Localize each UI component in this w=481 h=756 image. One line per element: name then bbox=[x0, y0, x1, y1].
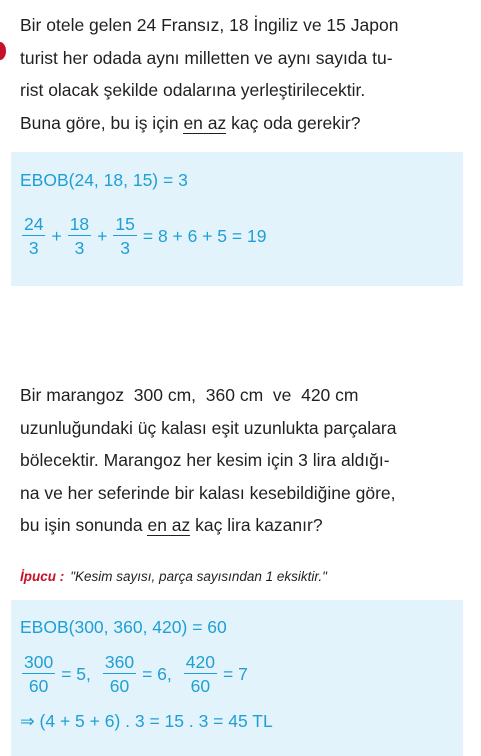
question-text: bu işin sonunda bbox=[20, 515, 148, 535]
hint-text: "Kesim sayısı, parça sayısından 1 eksiktir." bbox=[70, 569, 327, 584]
solution-1-result: = 8 + 6 + 5 = 19 bbox=[142, 225, 267, 246]
problem-1-line: turist her odada aynı milletten ve aynı sayıda tu- bbox=[20, 47, 393, 68]
fraction-denominator: 3 bbox=[28, 238, 39, 258]
fraction bbox=[184, 652, 217, 696]
fraction bbox=[68, 214, 91, 258]
fraction bbox=[22, 652, 55, 696]
fraction-numerator: 360 bbox=[104, 652, 135, 672]
fraction-numerator: 420 bbox=[185, 652, 215, 672]
underlined-en-az: en az bbox=[147, 515, 191, 535]
hint bbox=[20, 569, 327, 584]
fraction-numerator: 24 bbox=[24, 214, 44, 234]
underlined-en-az: en az bbox=[183, 112, 227, 133]
problem-2-line: na ve her seferinde bir kalası kesebildiğine göre, bbox=[20, 482, 396, 503]
division-result: = 6, bbox=[142, 663, 172, 684]
fraction-denominator: 60 bbox=[109, 676, 130, 696]
problem-2-line: bölecektir. Marangoz her kesim için 3 lira aldığı- bbox=[20, 450, 390, 470]
solution-1-fraction-sum bbox=[20, 214, 266, 258]
solution-2-final: ⇒ (4 + 5 + 6) . 3 = 15 . 3 = 45 TL bbox=[20, 711, 273, 731]
division-result: = 5, bbox=[61, 663, 91, 684]
plus-sign: + bbox=[51, 225, 62, 246]
problem-1-text bbox=[20, 9, 475, 139]
question-text: kaç lira kazanır? bbox=[190, 515, 323, 535]
division-result: = 7 bbox=[222, 663, 248, 684]
plus-sign: + bbox=[97, 225, 108, 246]
problem-1-line: Bir otele gelen 24 Fransız, 18 İngiliz ve 15 Japon bbox=[20, 15, 399, 35]
fraction-numerator: 18 bbox=[69, 214, 90, 234]
fraction-numerator: 15 bbox=[115, 214, 135, 234]
fraction bbox=[113, 214, 136, 258]
fraction-numerator: 300 bbox=[24, 652, 54, 672]
fraction bbox=[22, 214, 45, 258]
problem-2-line: uzunluğundaki üç kalası eşit uzunlukta parçalara bbox=[20, 417, 397, 438]
problem-2-line: Bir marangoz 300 cm, 360 cm ve 420 cm bbox=[20, 385, 359, 405]
question-text: Buna göre, bu iş için bbox=[20, 112, 184, 133]
problem-1-line: rist olacak şekilde odalarına yerleştirilecektir. bbox=[20, 80, 366, 100]
fraction bbox=[103, 652, 136, 696]
solution-2-divisions bbox=[20, 652, 248, 696]
fraction-denominator: 3 bbox=[120, 238, 130, 258]
solution-1-ebob: EBOB(24, 18, 15) = 3 bbox=[20, 170, 188, 190]
solution-2-ebob: EBOB(300, 360, 420) = 60 bbox=[20, 617, 227, 637]
fraction-denominator: 60 bbox=[190, 676, 211, 696]
hint-label: İpucu : bbox=[20, 569, 65, 584]
problem-2-text bbox=[20, 379, 475, 542]
fraction-denominator: 3 bbox=[74, 238, 85, 258]
problem-1-question bbox=[20, 107, 475, 140]
problem-2-question bbox=[20, 509, 475, 542]
section-bullet-marker bbox=[0, 42, 6, 60]
fraction-denominator: 60 bbox=[28, 676, 49, 696]
question-text: kaç oda gerekir? bbox=[226, 112, 361, 133]
